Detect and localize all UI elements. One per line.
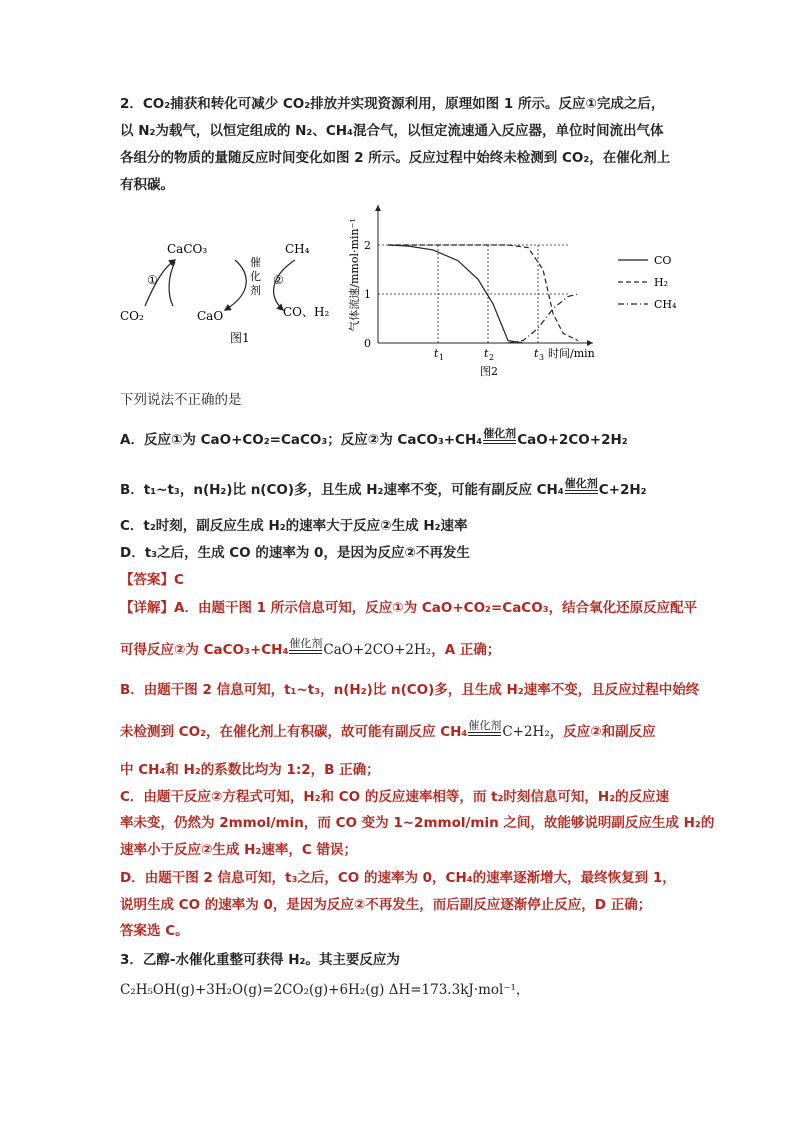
fig1-caco3: CaCO₃ <box>167 242 208 256</box>
figure-2-chart <box>340 200 685 382</box>
x-axis-label: 时间/min <box>548 347 595 360</box>
series-H₂-line <box>388 245 578 341</box>
q3-line2: C₂H₅OH(g)+3H₂O(g)=2CO₂(g)+6H₂(g) ΔH=173.3kJ·mol⁻¹， <box>120 982 530 998</box>
x-tick-label: t <box>534 347 539 360</box>
x-tick-subscript: 3 <box>539 353 545 362</box>
q2-stem-line1: 2．CO₂捕获和转化可减少 CO₂排放并实现资源利用，原理如图 1 所示。反应①完成之后， <box>120 96 665 112</box>
fig1-arrow-reaction-2 <box>225 260 246 310</box>
q2-question: 下列说法不正确的是 <box>120 392 242 408</box>
x-tick-subscript: 2 <box>489 353 495 362</box>
fig1-arrow-co2-join <box>169 262 175 306</box>
explanation-b-line1: B．由题干图 2 信息可知，t₁~t₃，n(H₂)比 n(CO)多，且生成 H₂速率不变，且反应过程中始终 <box>120 682 700 698</box>
fig1-caption: 图1 <box>230 331 250 345</box>
explanation-c-line1: C．由题干反应②方程式可知，H₂和 CO 的反应速率相等，而 t₂时刻信息可知，H₂的反应速 <box>120 789 670 805</box>
legend-CH₄-label: CH₄ <box>654 298 677 311</box>
explanation-a-line1: 【详解】A．由题干图 1 所示信息可知，反应①为 CaO+CO₂=CaCO₃，结合氧化还原反应配平 <box>120 600 698 616</box>
y-tick-label: 2 <box>364 239 371 252</box>
explanation-d-line1: D．由题干图 2 信息可知，t₃之后，CO 的速率为 0，CH₄的速率逐渐增大，最终恢复到 1， <box>120 870 676 886</box>
x-tick-label: t <box>484 347 489 360</box>
legend-CO-label: CO <box>654 254 672 267</box>
y-axis-label: 气体流速/mmol·min⁻¹ <box>348 218 361 332</box>
q2-option-c: C．t₂时刻，副反应生成 H₂的速率大于反应②生成 H₂速率 <box>120 518 468 534</box>
fig1-products: CO、H₂ <box>283 305 330 319</box>
fig1-co2: CO₂ <box>120 309 144 323</box>
x-axis-arrow <box>587 340 593 346</box>
fig1-label-2: ② <box>273 273 284 287</box>
legend-H₂-label: H₂ <box>654 276 669 289</box>
chart-caption: 图2 <box>480 365 498 378</box>
q2-option-b: B．t₁~t₃，n(H₂)比 n(CO)多，且生成 H₂速率不变，可能有副反应 CH₄ 催化剂 C+2H₂ <box>120 477 647 498</box>
fig1-label-1: ① <box>147 273 158 287</box>
q2-stem-line4: 有积碳。 <box>120 177 174 193</box>
explanation-c-line3: 速率小于反应②生成 H₂速率，C 错误； <box>120 842 357 858</box>
x-tick-label: t <box>434 347 439 360</box>
figure-1-cycle-diagram <box>115 228 350 348</box>
fig1-cat-3: 剂 <box>250 284 261 297</box>
explanation-end: 答案选 C。 <box>120 923 189 939</box>
explanation-a-line2: 可得反应②为 CaCO₃+CH₄ 催化剂 CaO+2CO+2H₂，A 正确； <box>120 637 501 658</box>
y-tick-label: 1 <box>364 288 371 301</box>
q2-option-a: A．反应①为 CaO+CO₂=CaCO₃；反应②为 CaCO₃+CH₄ 催化剂 CaO+2CO+2H₂ <box>120 427 628 448</box>
q3-line1: 3．乙醇-水催化重整可获得 H₂。其主要反应为 <box>120 952 400 968</box>
explanation-c-line2: 率未变，仍然为 2mmol/min，而 CO 变为 1~2mmol/min 之间，故能够说明副反应生成 H₂的 <box>120 815 715 831</box>
q2-option-d: D．t₃之后，生成 CO 的速率为 0，是因为反应②不再发生 <box>120 545 470 561</box>
series-CH₄-line <box>508 294 578 343</box>
fig1-ch4: CH₄ <box>285 242 310 256</box>
explanation-b-line3: 中 CH₄和 H₂的系数比均为 1:2，B 正确； <box>120 762 380 778</box>
answer: 【答案】C <box>120 572 184 588</box>
fig1-cao: CaO <box>197 309 224 323</box>
q2-stem-line3: 各组分的物质的量随反应时间变化如图 2 所示。反应过程中始终未检测到 CO₂，在催化剂上 <box>120 150 671 166</box>
fig1-cat-2: 化 <box>250 270 261 283</box>
y-axis-arrow <box>375 205 381 211</box>
explanation-d-line2: 说明生成 CO 的速率为 0，是因为反应②不再发生，而后副反应逐渐停止反应，D 正确； <box>120 897 652 913</box>
explanation-b-line2: 未检测到 CO₂，在催化剂上有积碳，故可能有副反应 CH₄ 催化剂 C+2H₂，反应②和副反应 <box>120 719 656 740</box>
x-tick-subscript: 1 <box>439 353 445 362</box>
y-tick-label: 0 <box>364 337 371 350</box>
q2-stem-line2: 以 N₂为载气，以恒定组成的 N₂、CH₄混合气，以恒定流速通入反应器，单位时间流出气体 <box>120 123 664 139</box>
fig1-cat-1: 催 <box>250 256 261 269</box>
